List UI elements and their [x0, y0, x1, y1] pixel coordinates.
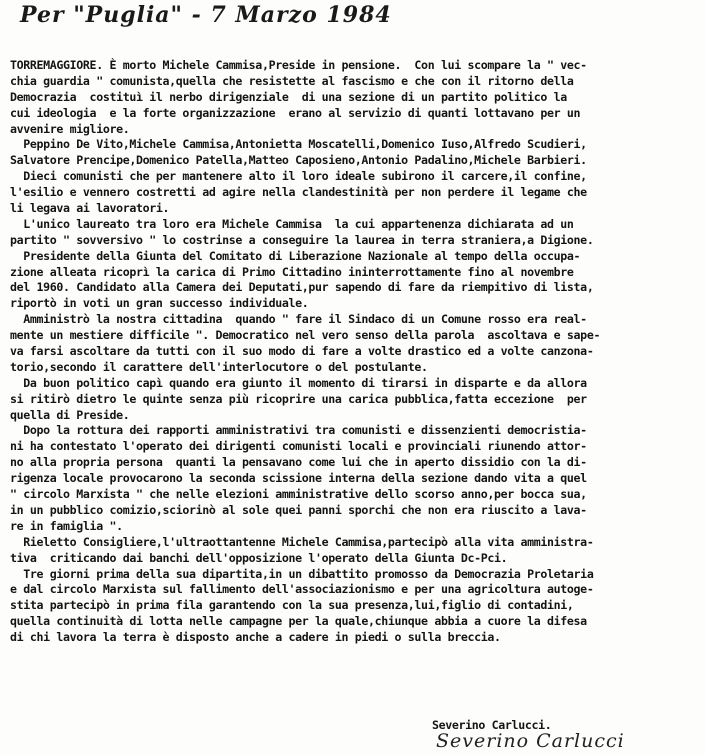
text-line: Da buon politico capì quando era giunto il momento di tirarsi in disparte e da allora [10, 375, 587, 390]
text-line: torio,secondo il carattere dell'interlocutore o del postulante. [10, 359, 428, 374]
text-line: Salvatore Prencipe,Domenico Patella,Matteo Caposieno,Antonio Padalino,Michele Barbieri. [10, 153, 587, 168]
text-line: di chi lavora la terra è disposto anche a cadere in piedi o sulla breccia. [10, 630, 501, 645]
text-line: cui ideologia e la forte organizzazione erano al servizio di quanti lottavano per un [10, 105, 581, 120]
text-line: zione alleata ricoprì la carica di Primo Cittadino ininterrottamente fino al novembre [10, 264, 574, 279]
text-line: si ritirò dietro le quinte senza più ricoprire una carica pubblica,fatta eccezione per [10, 391, 587, 406]
text-line: Democrazia costituì il nerbo dirigenziale di una sezione di un partito politico la [10, 89, 567, 104]
text-line: Peppino De Vito,Michele Cammisa,Antonietta Moscatelli,Domenico Iuso,Alfredo Scudieri, [10, 137, 587, 152]
text-line: va farsi ascoltare da tutti con il suo modo di fare a volte drastico ed a volte canzona- [10, 344, 594, 359]
text-line: Dopo la rottura dei rapporti amministrativi tra comunisti e dissenzienti democristia- [10, 423, 587, 438]
text-line: Rieletto Consigliere,l'ultraottantenne Michele Cammisa,partecipò alla vita amministra- [10, 534, 594, 549]
text-line: li legava ai lavoratori. [10, 201, 170, 216]
text-line: Dieci comunisti che per mantenere alto il loro ideale subirono il carcere,il confine, [10, 169, 587, 184]
text-line: tiva criticando dai banchi dell'opposizione l'operato della Giunta Dc-Pci. [10, 550, 508, 565]
signature-typed: Severino Carlucci. [432, 718, 552, 732]
text-line: rigenza locale provocarono la seconda scissione interna della sezione dando vita a quel [10, 471, 587, 486]
text-line: chia guardia " comunista,quella che resistette al fascismo e che con il ritorno della [10, 73, 574, 88]
text-line: mente un mestiere difficile ". Democratico nel vero senso della parola ascoltava e sape- [10, 328, 601, 343]
text-line: Presidente della Giunta del Comitato di Liberazione Nazionale al tempo della occupa- [10, 248, 581, 263]
text-line: Amministrò la nostra cittadina quando " fare il Sindaco di un Comune rosso era real- [10, 312, 587, 327]
text-line: no alla propria persona quanti la pensavano come lui che in aperto dissidio con la di- [10, 455, 587, 470]
text-line: re in famiglia ". [10, 518, 123, 533]
article-body [10, 58, 700, 646]
text-line: ni ha contestato l'operato dei dirigenti comunisti locali e provinciali riunendo attor- [10, 439, 587, 454]
text-line: partito " sovversivo " lo costrinse a conseguire la laurea in terra straniera,a Digione. [10, 232, 594, 247]
text-line: L'unico laureato tra loro era Michele Cammisa la cui appartenenza dichiarata ad un [10, 216, 574, 231]
text-line: l'esilio e vennero costretti ad agire nella clandestinità per non perdere il legame che [10, 185, 587, 200]
handwritten-header: Per "Puglia" - 7 Marzo 1984 [20, 2, 392, 28]
text-line: avvenire migliore. [10, 121, 130, 136]
text-line: stita partecipò in prima fila garantendo con la sua presenza,lui,figlio di contadini, [10, 598, 574, 613]
text-line: TORREMAGGIORE. È morto Michele Cammisa,Preside in pensione. Con lui scompare la " vec- [10, 58, 587, 72]
text-line: " circolo Marxista " che nelle elezioni amministrative dello scorso anno,per bocca sua, [10, 487, 587, 502]
text-line: quella di Preside. [10, 407, 130, 422]
text-line: quella continuità di lotta nelle campagne per la quale,chiunque abbia a cuore la difesa [10, 614, 587, 629]
signature-handwritten: Severino Carlucci [436, 730, 625, 752]
text-line: in un pubblico comizio,sciorinò al sole quei panni sporchi che non era riuscito a lava- [10, 502, 587, 517]
text-line: e dal circolo Marxista sul fallimento dell'associazionismo e per una agricoltura autoge- [10, 582, 594, 597]
text-line: del 1960. Candidato alla Camera dei Deputati,pur sapendo di fare da riempitivo di lista, [10, 280, 594, 295]
text-line: riportò in voti un gran successo individuale. [10, 296, 309, 311]
text-line: Tre giorni prima della sua dipartita,in un dibattito promosso da Democrazia Proletaria [10, 566, 594, 581]
